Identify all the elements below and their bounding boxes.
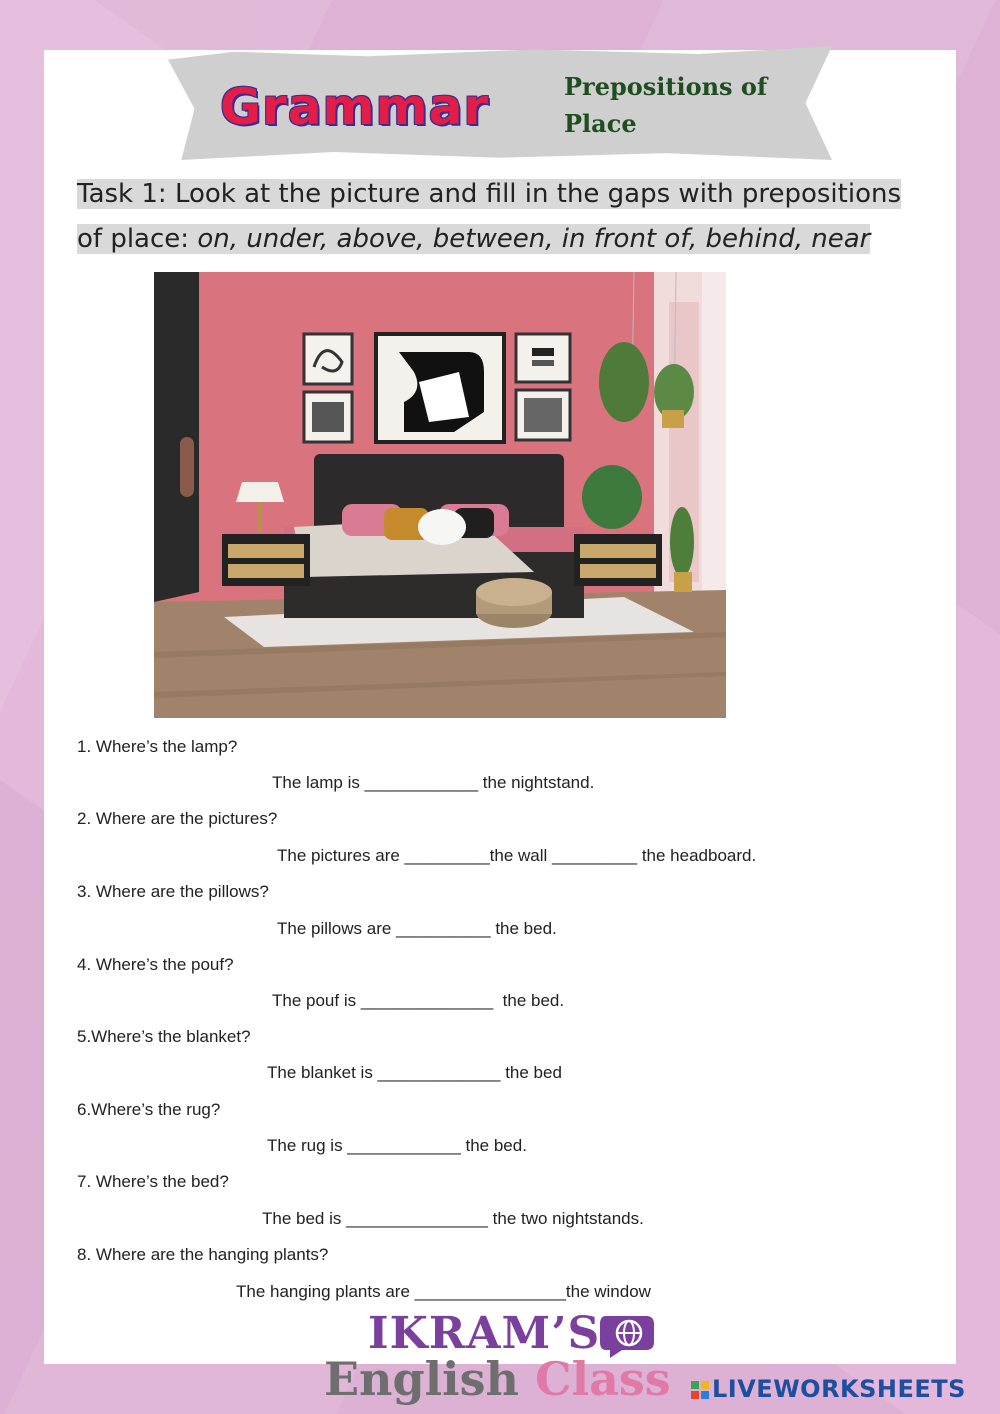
page-subtitle: Prepositions of Place: [564, 72, 768, 138]
task-line-2-prefix: of place:: [77, 224, 198, 254]
answer-line-5: The blanket is _____________ the bed: [267, 1063, 562, 1082]
task-instructions: [77, 172, 912, 262]
answer-line-1: The lamp is ____________ the nightstand.: [272, 773, 595, 792]
question-2: 2. Where are the pictures?: [77, 809, 278, 828]
question-6: 6.Where’s the rug?: [77, 1100, 221, 1119]
answer-line-6: The rug is ____________ the bed.: [267, 1136, 527, 1155]
bedroom-picture: [154, 272, 726, 718]
liveworksheets-watermark: [690, 1375, 966, 1403]
question-1: 1. Where’s the lamp?: [77, 737, 238, 756]
english-class-logo: [324, 1352, 671, 1406]
answer-line-7: The bed is _______________ the two nightstands.: [262, 1209, 644, 1228]
liveworksheets-text: LIVEWORKSHEETS: [712, 1375, 966, 1403]
answer-line-3: The pillows are __________ the bed.: [277, 919, 557, 938]
question-8: 8. Where are the hanging plants?: [77, 1245, 329, 1264]
answer-line-8: The hanging plants are ________________the window: [236, 1282, 651, 1301]
preposition-options: on, under, above, between, in front of, behind, near: [197, 224, 871, 254]
task-line-2: [77, 224, 870, 254]
logo-class: Class: [534, 1352, 671, 1406]
question-3: 3. Where are the pillows?: [77, 882, 269, 901]
answer-line-2: The pictures are _________the wall _________ the headboard.: [277, 846, 757, 865]
liveworksheets-icon: [690, 1380, 712, 1400]
logo-english: English: [324, 1352, 535, 1406]
ikrams-logo-text: IKRAM’S: [368, 1308, 601, 1359]
question-5: 5.Where’s the blanket?: [77, 1027, 251, 1046]
answer-line-4: The pouf is ______________ the bed.: [272, 991, 565, 1010]
question-7: 7. Where’s the bed?: [77, 1172, 229, 1191]
question-4: 4. Where’s the pouf?: [77, 955, 234, 974]
page-title: Grammar: [220, 78, 490, 136]
task-line-1: Task 1: Look at the picture and fill in the gaps with prepositions: [77, 179, 902, 209]
